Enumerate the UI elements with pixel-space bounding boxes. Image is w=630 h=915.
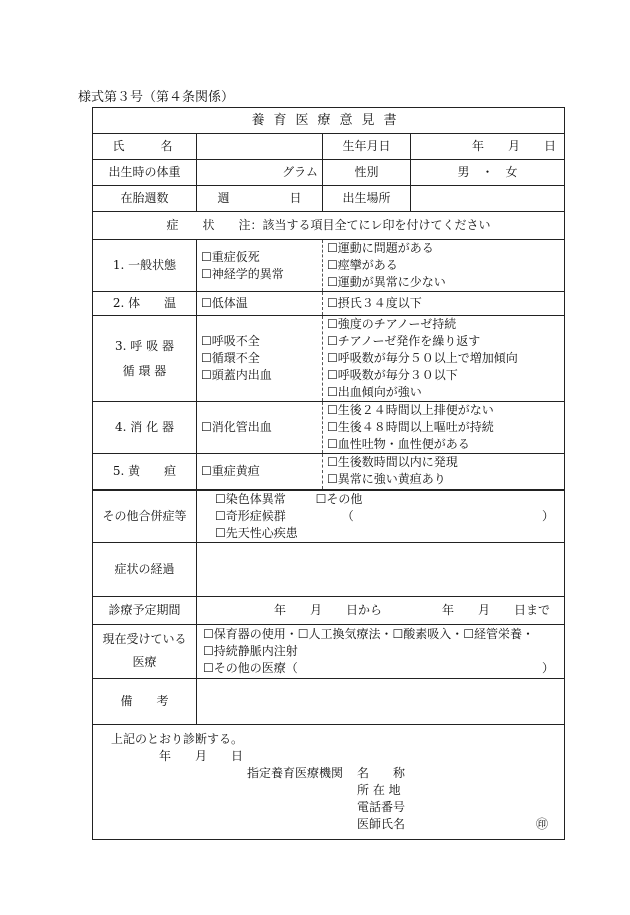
symptom-label: 3. 呼 吸 器 循 環 器	[93, 316, 197, 402]
checkbox-item[interactable]: ☐重症仮死	[201, 249, 260, 264]
address-label: 所 在 地	[357, 782, 401, 797]
gestation-weeks-field[interactable]: 週 日	[197, 186, 323, 212]
checkbox-item[interactable]: ☐痙攣がある	[327, 258, 398, 272]
checkbox-item[interactable]: ☐先天性心疾患	[215, 525, 298, 540]
symptom-label: 1. 一般状態	[93, 240, 197, 292]
complications-label: その他合併症等	[93, 490, 197, 543]
gestation-weeks-label: 在胎週数	[93, 186, 197, 212]
symptom-row-respiratory-circulatory	[93, 316, 565, 402]
checkbox-item[interactable]: ☐生後数時間以内に発現	[327, 455, 458, 470]
birth-date-field[interactable]: 年 月 日	[411, 134, 565, 160]
symptom-row-digestive	[93, 402, 565, 454]
certification-block	[93, 724, 565, 839]
period-field[interactable]: 年 月 日から 年 月 日まで	[197, 596, 565, 624]
birth-place-label: 出生場所	[323, 186, 411, 212]
symptoms-header: 症 状 注：該当する項目全てにレ印を付けてください	[93, 212, 565, 240]
symptom-row-general	[93, 240, 565, 292]
seal-mark: ㊞	[536, 816, 549, 831]
checkbox-item[interactable]: ☐循環不全	[201, 351, 260, 365]
birth-weight-field[interactable]: グラム	[197, 160, 323, 186]
checkbox-item[interactable]: ☐消化管出血	[201, 420, 272, 434]
doctor-name-label: 医師氏名	[357, 816, 406, 831]
checkbox-item[interactable]: ☐頭蓋内出血	[201, 368, 272, 382]
checkbox-item[interactable]: ☐呼吸数が毎分５０以上で増加傾向	[327, 351, 518, 365]
checkbox-item[interactable]: ☐血性吐物・血性便がある	[327, 437, 470, 451]
symptom-label: 4. 消 化 器	[93, 402, 197, 454]
complications-row	[93, 490, 565, 543]
checkbox-item[interactable]: ☐摂氏３４度以下	[327, 296, 422, 310]
symptom-row-jaundice	[93, 454, 565, 490]
checkbox-item[interactable]: ☐運動に問題がある	[327, 241, 434, 255]
institution-name-label: 名 称	[357, 765, 406, 780]
phone-label: 電話番号	[357, 799, 406, 814]
sex-label: 性別	[323, 160, 411, 186]
checkbox-item[interactable]: ☐持続静脈内注射	[203, 643, 298, 658]
checkbox-item[interactable]: ☐保育器の使用・☐人工換気療法・☐酸素吸入・☐経管栄養・	[203, 626, 535, 641]
checkbox-item[interactable]: ☐強度のチアノーゼ持続	[327, 317, 457, 331]
form-number: 様式第３号（第４条関係）	[78, 90, 235, 105]
current-care-row	[93, 624, 565, 678]
checkbox-item[interactable]: ☐その他の医療（	[203, 660, 298, 675]
checkbox-item[interactable]: ☐染色体異常	[215, 491, 286, 506]
checkbox-item[interactable]: ☐運動が異常に少ない	[327, 275, 446, 289]
checkbox-item[interactable]: ☐異常に強い黄疸あり	[327, 472, 446, 487]
birth-weight-label: 出生時の体重	[93, 160, 197, 186]
progress-field[interactable]	[197, 542, 565, 596]
remarks-field[interactable]	[197, 678, 565, 724]
name-label: 氏 名	[93, 134, 197, 160]
period-label: 診療予定期間	[93, 596, 197, 624]
other-detail-open: （	[341, 508, 354, 523]
current-care-label: 現在受けている 医療	[93, 624, 197, 678]
institution-label: 指定養育医療機関	[247, 765, 344, 780]
checkbox-item[interactable]: ☐低体温	[201, 296, 248, 310]
opinion-form-table	[92, 107, 565, 840]
checkbox-item[interactable]: ☐奇形症候群	[215, 508, 286, 523]
other-care-close: ）	[542, 660, 555, 675]
checkbox-item[interactable]: ☐神経学的異常	[201, 266, 284, 281]
symptom-label: 2. 体 温	[93, 292, 197, 316]
progress-label: 症状の経過	[93, 542, 197, 596]
checkbox-item[interactable]: ☐その他	[315, 491, 363, 506]
checkbox-item[interactable]: ☐呼吸数が毎分３０以下	[327, 368, 458, 382]
name-field[interactable]	[197, 134, 323, 160]
certification-date[interactable]: 年 月 日	[159, 748, 244, 763]
checkbox-item[interactable]: ☐重症黄疸	[201, 463, 260, 478]
symptom-row-temperature	[93, 292, 565, 316]
checkbox-item[interactable]: ☐生後４８時間以上嘔吐が持続	[327, 420, 494, 434]
other-detail-close: ）	[542, 508, 555, 523]
checkbox-item[interactable]: ☐生後２４時間以上排便がない	[327, 403, 494, 417]
remarks-label: 備 考	[93, 678, 197, 724]
checkbox-item[interactable]: ☐チアノーゼ発作を繰り返す	[327, 334, 481, 348]
sex-field[interactable]: 男 ・ 女	[411, 160, 565, 186]
checkbox-item[interactable]: ☐出血傾向が強い	[327, 385, 422, 399]
birth-place-field[interactable]	[411, 186, 565, 212]
form-title: 養育医療意見書	[93, 108, 565, 134]
checkbox-item[interactable]: ☐呼吸不全	[201, 334, 260, 348]
certification-statement: 上記のとおり診断する。	[111, 731, 244, 746]
birth-date-label: 生年月日	[323, 134, 411, 160]
symptom-label: 5. 黄 疸	[93, 454, 197, 490]
